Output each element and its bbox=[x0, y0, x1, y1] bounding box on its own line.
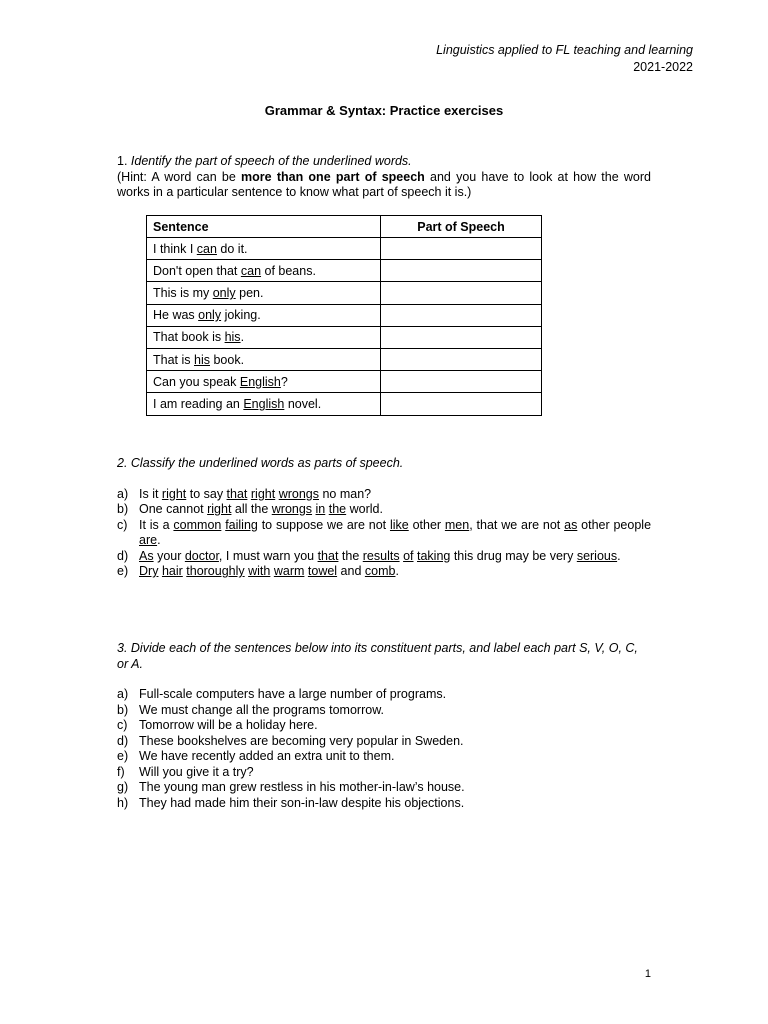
sentence-text: ? bbox=[280, 374, 288, 389]
sentence-text: It is a bbox=[139, 517, 174, 532]
question-2-title bbox=[117, 456, 651, 472]
sentence-text: They had made him their son-in-law despite his objections. bbox=[139, 795, 465, 810]
underlined-word: failing bbox=[225, 517, 258, 532]
underlined-word: right bbox=[161, 486, 187, 501]
underlined-word: in bbox=[315, 502, 326, 516]
list-item bbox=[117, 749, 651, 765]
underlined-word: right bbox=[250, 486, 276, 501]
part-of-speech-cell[interactable] bbox=[381, 371, 542, 393]
underlined-word: that bbox=[226, 486, 248, 501]
hint-pre: (Hint: A word can be bbox=[117, 169, 242, 184]
sentence-text: do it. bbox=[216, 241, 248, 256]
underlined-word: common bbox=[173, 517, 222, 532]
sentence-cell bbox=[147, 260, 381, 282]
list-item bbox=[117, 718, 651, 734]
underlined-word: As bbox=[139, 548, 154, 563]
question-3-list bbox=[117, 687, 651, 811]
question-3-title bbox=[117, 641, 651, 672]
parts-of-speech-table bbox=[146, 215, 542, 416]
list-marker: e) bbox=[117, 749, 129, 763]
underlined-word: with bbox=[248, 564, 271, 578]
part-of-speech-cell[interactable] bbox=[381, 393, 542, 415]
sentence-text: no man? bbox=[319, 486, 372, 501]
hint-post: and you have to look at how the word works in a particular sentence to know what part of speech it is.) bbox=[117, 169, 651, 199]
page-number: 1 bbox=[644, 968, 651, 980]
list-marker: c) bbox=[117, 517, 128, 532]
list-marker: g) bbox=[117, 780, 129, 794]
underlined-word: only bbox=[198, 308, 222, 323]
part-of-speech-cell[interactable] bbox=[381, 348, 542, 370]
sentence-cell bbox=[147, 304, 381, 326]
question-2-list bbox=[117, 487, 651, 580]
sentence-text: all the bbox=[231, 502, 272, 516]
list-item bbox=[117, 487, 651, 503]
sentence-text: to say bbox=[186, 486, 227, 501]
table-body bbox=[147, 238, 542, 416]
underlined-word: men bbox=[444, 517, 470, 532]
sentence-text: this drug may be very bbox=[450, 548, 577, 563]
list-item bbox=[117, 687, 651, 703]
document-title: Grammar & Syntax: Practice exercises bbox=[264, 103, 504, 118]
underlined-word: warm bbox=[273, 564, 305, 578]
list-marker: f) bbox=[117, 764, 125, 779]
sentence-text: joking. bbox=[221, 308, 261, 323]
list-marker: d) bbox=[117, 733, 129, 748]
list-marker: a) bbox=[117, 486, 129, 501]
part-of-speech-cell[interactable] bbox=[381, 282, 542, 304]
sentence-text: pen. bbox=[235, 285, 264, 300]
underlined-word: thoroughly bbox=[186, 564, 245, 578]
table-row bbox=[147, 326, 542, 348]
sentence-text: and bbox=[337, 564, 365, 578]
part-of-speech-cell[interactable] bbox=[381, 238, 542, 260]
sentence-text: I am reading an bbox=[153, 396, 244, 411]
sentence-text: This is my bbox=[153, 285, 213, 300]
table-row bbox=[147, 393, 542, 415]
sentence-text: I think I bbox=[153, 241, 197, 256]
sentence-text: The young man grew restless in his mother-in-law’s house. bbox=[139, 780, 465, 794]
question-1 bbox=[117, 154, 651, 201]
header-sentence: Sentence bbox=[147, 216, 381, 238]
sentence-text: your bbox=[153, 548, 185, 563]
sentence-cell bbox=[147, 371, 381, 393]
underlined-word: wrongs bbox=[271, 502, 313, 516]
sentence-text: Tomorrow will be a holiday here. bbox=[139, 718, 318, 732]
sentence-cell bbox=[147, 326, 381, 348]
part-of-speech-cell[interactable] bbox=[381, 260, 542, 282]
list-marker: d) bbox=[117, 548, 129, 563]
sentence-text: These bookshelves are becoming very popular in Sweden. bbox=[139, 733, 464, 748]
sentence-cell bbox=[147, 393, 381, 415]
underlined-word: results bbox=[362, 548, 400, 563]
sentence-text: Don't open that bbox=[153, 263, 241, 278]
sentence-text: other people bbox=[577, 517, 652, 532]
sentence-text: . bbox=[157, 533, 161, 547]
underlined-word: can bbox=[196, 241, 217, 256]
sentence-cell bbox=[147, 238, 381, 260]
table-header-row bbox=[147, 216, 542, 238]
question-2-text: 2. Classify the underlined words as parts of speech. bbox=[117, 456, 404, 470]
sentence-text: . bbox=[395, 564, 399, 578]
underlined-word: taking bbox=[417, 548, 451, 563]
table-row bbox=[147, 304, 542, 326]
question-1-title bbox=[117, 154, 651, 170]
underlined-word: that bbox=[317, 548, 339, 563]
question-2 bbox=[117, 456, 651, 580]
sentence-text: That is bbox=[153, 352, 194, 367]
table-row bbox=[147, 348, 542, 370]
list-marker: b) bbox=[117, 702, 129, 717]
list-item bbox=[117, 734, 651, 750]
underlined-word: are bbox=[139, 533, 158, 547]
sentence-text: other bbox=[408, 517, 445, 532]
underlined-word: like bbox=[389, 517, 409, 532]
part-of-speech-cell[interactable] bbox=[381, 304, 542, 326]
question-3 bbox=[117, 641, 651, 811]
underlined-word: his bbox=[194, 352, 210, 367]
underlined-word: only bbox=[212, 285, 236, 300]
sentence-text: Can you speak bbox=[153, 374, 240, 389]
question-1-text: Identify the part of speech of the underlined words. bbox=[130, 154, 412, 168]
sentence-text: . bbox=[617, 548, 621, 563]
sentence-text: One cannot bbox=[139, 502, 208, 516]
table-row bbox=[147, 238, 542, 260]
underlined-word: right bbox=[207, 502, 232, 516]
sentence-text: to suppose we are not bbox=[257, 517, 390, 532]
underlined-word: as bbox=[564, 517, 578, 532]
underlined-word: comb bbox=[364, 564, 396, 578]
underlined-word: his bbox=[224, 330, 241, 345]
sentence-text: He was bbox=[153, 308, 199, 323]
sentence-text: book. bbox=[209, 352, 245, 367]
sentence-text: world. bbox=[346, 502, 383, 516]
sentence-text: of beans. bbox=[261, 263, 316, 278]
header-part-of-speech: Part of Speech bbox=[381, 216, 542, 238]
sentence-text: We have recently added an extra unit to them. bbox=[139, 749, 395, 763]
underlined-word: towel bbox=[307, 564, 338, 578]
underlined-word: the bbox=[328, 502, 347, 516]
course-name: Linguistics applied to FL teaching and learning bbox=[436, 43, 693, 57]
underlined-word: can bbox=[240, 263, 262, 278]
underlined-word: doctor bbox=[184, 548, 219, 563]
list-item bbox=[117, 502, 651, 518]
sentence-cell bbox=[147, 282, 381, 304]
underlined-word: English bbox=[243, 396, 285, 411]
list-item bbox=[117, 796, 651, 812]
underlined-word: wrongs bbox=[278, 486, 319, 501]
sentence-text: Is it bbox=[139, 486, 162, 501]
table-row bbox=[147, 260, 542, 282]
list-item bbox=[117, 564, 651, 580]
sentence-text: Full-scale computers have a large number of programs. bbox=[139, 687, 447, 701]
sentence-text: We must change all the programs tomorrow. bbox=[139, 702, 385, 717]
sentence-text: That book is bbox=[153, 330, 225, 345]
question-1-hint bbox=[117, 170, 651, 201]
list-marker: b) bbox=[117, 502, 129, 516]
sentence-text: the bbox=[338, 548, 363, 563]
list-marker: c) bbox=[117, 718, 128, 732]
list-item bbox=[117, 549, 651, 565]
question-3-text: 3. Divide each of the sentences below into its constituent parts, and label each part S, V, O, C, or A. bbox=[117, 641, 638, 671]
list-item bbox=[117, 780, 651, 796]
list-marker: a) bbox=[117, 687, 129, 701]
table-row bbox=[147, 371, 542, 393]
list-item bbox=[117, 703, 651, 719]
underlined-word: hair bbox=[161, 564, 183, 578]
sentence-text: , that we are not bbox=[469, 517, 565, 532]
underlined-word: Dry bbox=[139, 564, 159, 578]
list-marker: h) bbox=[117, 795, 129, 810]
list-item bbox=[117, 765, 651, 781]
list-item bbox=[117, 518, 651, 549]
underlined-word: of bbox=[403, 548, 414, 563]
question-1-number: 1. bbox=[117, 154, 128, 168]
sentence-text: , I must warn you bbox=[218, 548, 318, 563]
sentence-text: Will you give it a try? bbox=[139, 764, 254, 779]
sentence-text: . bbox=[240, 330, 245, 345]
sentence-text: novel. bbox=[284, 396, 322, 411]
academic-year: 2021-2022 bbox=[633, 60, 693, 74]
part-of-speech-cell[interactable] bbox=[381, 326, 542, 348]
sentence-cell bbox=[147, 348, 381, 370]
table-row bbox=[147, 282, 542, 304]
hint-bold: more than one part of speech bbox=[241, 169, 425, 184]
underlined-word: serious bbox=[576, 548, 618, 563]
list-marker: e) bbox=[117, 564, 129, 578]
underlined-word: English bbox=[239, 374, 281, 389]
page-header bbox=[436, 42, 693, 76]
